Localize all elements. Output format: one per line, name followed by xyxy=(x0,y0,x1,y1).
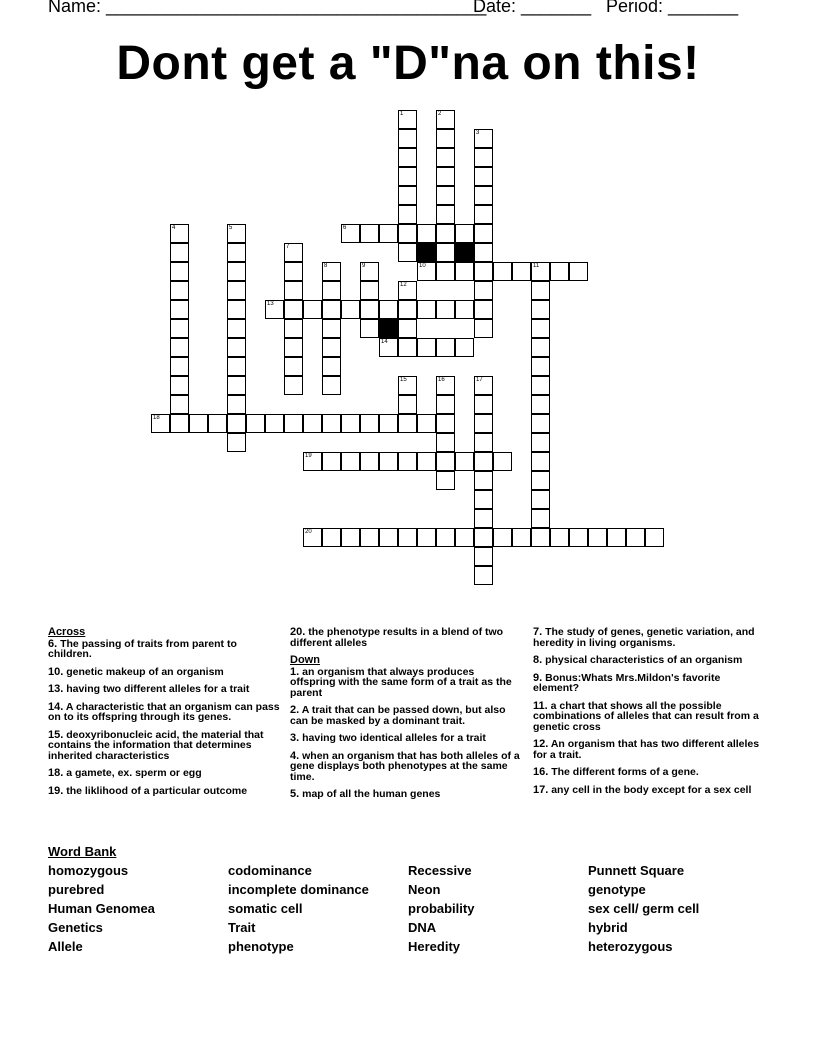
grid-cell[interactable] xyxy=(341,224,360,243)
grid-cell[interactable] xyxy=(531,300,550,319)
grid-cell[interactable] xyxy=(398,414,417,433)
grid-cell[interactable] xyxy=(455,338,474,357)
word-bank-title: Word Bank xyxy=(48,844,117,859)
grid-cell[interactable] xyxy=(379,414,398,433)
grid-cell[interactable] xyxy=(284,262,303,281)
grid-cell[interactable] xyxy=(531,490,550,509)
grid-cell[interactable] xyxy=(417,414,436,433)
clue-number: 8 xyxy=(324,263,328,269)
grid-cell[interactable] xyxy=(341,452,360,471)
grid-cell[interactable] xyxy=(322,528,341,547)
grid-cell[interactable] xyxy=(170,376,189,395)
grid-cell[interactable] xyxy=(531,319,550,338)
black-cell xyxy=(455,243,474,262)
grid-cell[interactable] xyxy=(170,262,189,281)
grid-cell[interactable] xyxy=(227,243,246,262)
word-bank-word: purebred xyxy=(48,882,105,897)
clue-number: 11 xyxy=(533,263,540,269)
grid-cell[interactable] xyxy=(588,528,607,547)
grid-cell[interactable] xyxy=(379,528,398,547)
grid-cell[interactable] xyxy=(398,205,417,224)
word-bank-word: probability xyxy=(408,901,475,916)
grid-cell[interactable] xyxy=(493,452,512,471)
date-field-label[interactable]: Date: _______ xyxy=(473,0,592,16)
word-bank-word: Allele xyxy=(48,939,83,954)
grid-cell[interactable] xyxy=(341,414,360,433)
grid-cell[interactable] xyxy=(341,528,360,547)
grid-cell[interactable] xyxy=(436,338,455,357)
grid-cell[interactable] xyxy=(360,319,379,338)
grid-cell[interactable] xyxy=(455,300,474,319)
grid-cell[interactable] xyxy=(398,452,417,471)
grid-cell[interactable] xyxy=(322,338,341,357)
clue-number: 1 xyxy=(400,111,404,117)
across-clue: 18. a gamete, ex. sperm or egg xyxy=(48,767,202,779)
grid-cell[interactable] xyxy=(474,319,493,338)
grid-cell[interactable] xyxy=(189,414,208,433)
across-clue: 20. the phenotype results in a blend of two different alleles xyxy=(290,626,504,649)
clue-number: 9 xyxy=(362,263,366,269)
grid-cell[interactable] xyxy=(607,528,626,547)
down-clue: 9. Bonus:Whats Mrs.Mildon's favorite element? xyxy=(533,671,721,694)
grid-cell[interactable] xyxy=(284,357,303,376)
clue-number: 2 xyxy=(438,111,442,117)
grid-cell[interactable] xyxy=(227,319,246,338)
grid-cell[interactable] xyxy=(398,129,417,148)
grid-cell[interactable] xyxy=(474,281,493,300)
clue-number: 7 xyxy=(286,244,290,250)
grid-cell[interactable] xyxy=(569,262,588,281)
grid-cell[interactable] xyxy=(474,262,493,281)
word-bank-word: Neon xyxy=(408,882,441,897)
grid-cell[interactable] xyxy=(474,243,493,262)
clue-number: 20 xyxy=(305,529,312,535)
grid-cell[interactable] xyxy=(360,224,379,243)
word-bank-word: Trait xyxy=(228,920,256,935)
grid-cell[interactable] xyxy=(398,110,417,129)
word-bank-word: Genetics xyxy=(48,920,103,935)
grid-cell[interactable] xyxy=(208,414,227,433)
down-clue: 17. any cell in the body except for a sex cell xyxy=(533,783,752,796)
word-bank-word: Heredity xyxy=(408,939,461,954)
across-heading: Across xyxy=(48,626,86,638)
grid-cell[interactable] xyxy=(170,319,189,338)
word-bank-word: sex cell/ germ cell xyxy=(588,901,700,916)
grid-cell[interactable] xyxy=(398,319,417,338)
grid-cell[interactable] xyxy=(360,281,379,300)
clue-number: 3 xyxy=(476,130,480,136)
grid-cell[interactable] xyxy=(398,243,417,262)
clue-number: 16 xyxy=(438,377,445,383)
grid-cell[interactable] xyxy=(322,376,341,395)
grid-cell[interactable] xyxy=(227,395,246,414)
grid-cell[interactable] xyxy=(379,224,398,243)
grid-cell[interactable] xyxy=(455,528,474,547)
grid-cell[interactable] xyxy=(531,509,550,528)
clue-number: 18 xyxy=(153,415,160,421)
grid-cell[interactable] xyxy=(474,471,493,490)
grid-cell[interactable] xyxy=(436,224,455,243)
grid-cell[interactable] xyxy=(550,262,569,281)
grid-cell[interactable] xyxy=(284,376,303,395)
period-field-label[interactable]: Period: _______ xyxy=(606,0,739,16)
grid-cell[interactable] xyxy=(474,167,493,186)
grid-cell[interactable] xyxy=(322,262,341,281)
grid-cell[interactable] xyxy=(360,452,379,471)
clue-number: 14 xyxy=(381,339,388,345)
across-clue: 10. genetic makeup of an organism xyxy=(48,665,224,678)
word-bank-word: somatic cell xyxy=(228,901,303,916)
down-clue: 2. A trait that can be passed down, but also can be masked by a dominant trait. xyxy=(290,704,506,727)
grid-cell[interactable] xyxy=(531,357,550,376)
grid-cell[interactable] xyxy=(531,471,550,490)
grid-cell[interactable] xyxy=(227,224,246,243)
word-bank-word: DNA xyxy=(408,920,437,935)
black-cell xyxy=(379,319,398,338)
grid-cell[interactable] xyxy=(303,528,322,547)
grid-cell[interactable] xyxy=(474,376,493,395)
grid-cell[interactable] xyxy=(170,281,189,300)
grid-cell[interactable] xyxy=(531,338,550,357)
grid-cell[interactable] xyxy=(398,300,417,319)
grid-cell[interactable] xyxy=(398,376,417,395)
grid-cell[interactable] xyxy=(493,528,512,547)
grid-cell[interactable] xyxy=(265,300,284,319)
down-clue: 3. having two identical alleles for a trait xyxy=(290,732,486,744)
down-clue: 1. an organism that always produces offspring with the same form of a trait as the parent xyxy=(290,665,512,699)
grid-cell[interactable] xyxy=(398,338,417,357)
grid-cell[interactable] xyxy=(227,300,246,319)
grid-cell[interactable] xyxy=(322,319,341,338)
grid-cell[interactable] xyxy=(436,243,455,262)
grid-cell[interactable] xyxy=(322,414,341,433)
down-clue: 4. when an organism that has both alleles of a gene displays both phenotypes at the same time. xyxy=(290,749,520,783)
clue-number: 10 xyxy=(419,263,426,269)
grid-cell[interactable] xyxy=(436,395,455,414)
grid-cell[interactable] xyxy=(284,281,303,300)
word-bank-word: codominance xyxy=(228,863,312,878)
grid-cell[interactable] xyxy=(151,414,170,433)
word-bank-column xyxy=(48,863,155,958)
grid-cell[interactable] xyxy=(379,338,398,357)
grid-cell[interactable] xyxy=(360,414,379,433)
grid-cell[interactable] xyxy=(531,414,550,433)
grid-cell[interactable] xyxy=(227,338,246,357)
grid-cell[interactable] xyxy=(474,490,493,509)
clue-number: 6 xyxy=(343,225,347,231)
grid-cell[interactable] xyxy=(436,205,455,224)
grid-cell[interactable] xyxy=(360,262,379,281)
grid-cell[interactable] xyxy=(531,262,550,281)
clues-column-3 xyxy=(533,627,765,802)
grid-cell[interactable] xyxy=(512,528,531,547)
grid-cell[interactable] xyxy=(436,110,455,129)
grid-cell[interactable] xyxy=(170,395,189,414)
word-bank-word: hybrid xyxy=(588,920,628,935)
grid-cell[interactable] xyxy=(284,243,303,262)
clue-number: 13 xyxy=(267,301,274,307)
grid-cell[interactable] xyxy=(531,395,550,414)
grid-cell[interactable] xyxy=(474,566,493,585)
grid-cell[interactable] xyxy=(398,186,417,205)
word-bank-column xyxy=(408,863,474,958)
grid-cell[interactable] xyxy=(398,528,417,547)
grid-cell[interactable] xyxy=(227,414,246,433)
grid-cell[interactable] xyxy=(284,338,303,357)
grid-cell[interactable] xyxy=(436,528,455,547)
grid-cell[interactable] xyxy=(474,224,493,243)
clues-column-2 xyxy=(290,627,522,807)
grid-cell[interactable] xyxy=(436,129,455,148)
grid-cell[interactable] xyxy=(474,547,493,566)
across-clue: 6. The passing of traits from parent to children. xyxy=(48,637,237,660)
grid-cell[interactable] xyxy=(417,262,436,281)
across-clue: 14. A characteristic that an organism can pass on to its offspring through its genes. xyxy=(48,700,280,723)
across-clue: 15. deoxyribonucleic acid, the material that contains the information that determines inherited characteristics xyxy=(48,728,264,762)
across-clue: 13. having two different alleles for a trait xyxy=(48,683,250,695)
grid-cell[interactable] xyxy=(436,471,455,490)
clue-number: 19 xyxy=(305,453,312,459)
grid-cell[interactable] xyxy=(436,262,455,281)
grid-cell[interactable] xyxy=(455,262,474,281)
black-cell xyxy=(417,243,436,262)
grid-cell[interactable] xyxy=(284,414,303,433)
grid-cell[interactable] xyxy=(227,262,246,281)
down-clue: 7. The study of genes, genetic variation, and heredity in living organisms. xyxy=(533,626,755,649)
grid-cell[interactable] xyxy=(645,528,664,547)
down-clue: 5. map of all the human genes xyxy=(290,788,441,800)
grid-cell[interactable] xyxy=(531,376,550,395)
clues-column-1 xyxy=(48,627,280,803)
grid-cell[interactable] xyxy=(455,452,474,471)
grid-cell[interactable] xyxy=(341,300,360,319)
grid-cell[interactable] xyxy=(170,338,189,357)
word-bank-column xyxy=(588,863,699,958)
grid-cell[interactable] xyxy=(626,528,645,547)
word-bank-word: homozygous xyxy=(48,863,129,878)
grid-cell[interactable] xyxy=(436,300,455,319)
down-heading: Down xyxy=(290,654,320,666)
down-clue: 11. a chart that shows all the possible combinations of alleles that can result from a genetic cross xyxy=(533,699,759,733)
grid-cell[interactable] xyxy=(322,281,341,300)
page-title: Dont get a "D"na on this! xyxy=(116,37,700,90)
down-clue: 16. The different forms of a gene. xyxy=(533,766,699,778)
grid-cell[interactable] xyxy=(417,224,436,243)
grid-cell[interactable] xyxy=(417,338,436,357)
grid-cell[interactable] xyxy=(436,452,455,471)
across-clue: 19. the liklihood of a particular outcome xyxy=(48,784,248,797)
grid-cell[interactable] xyxy=(379,300,398,319)
grid-cell[interactable] xyxy=(398,167,417,186)
grid-cell[interactable] xyxy=(436,433,455,452)
grid-cell[interactable] xyxy=(531,452,550,471)
word-bank-word: Human Genomea xyxy=(48,901,155,916)
grid-cell[interactable] xyxy=(474,129,493,148)
grid-cell[interactable] xyxy=(474,148,493,167)
down-clue: 8. physical characteristics of an organism xyxy=(533,654,743,666)
grid-cell[interactable] xyxy=(170,224,189,243)
clue-number: 5 xyxy=(229,225,233,231)
grid-cell[interactable] xyxy=(474,528,493,547)
grid-cell[interactable] xyxy=(474,509,493,528)
grid-cell[interactable] xyxy=(417,452,436,471)
grid-cell[interactable] xyxy=(303,414,322,433)
word-bank-word: genotype xyxy=(588,882,646,897)
name-field-label[interactable]: Name: ______________________________________ xyxy=(48,0,487,16)
grid-cell[interactable] xyxy=(360,300,379,319)
grid-cell[interactable] xyxy=(227,376,246,395)
grid-cell[interactable] xyxy=(455,224,474,243)
grid-cell[interactable] xyxy=(436,148,455,167)
grid-cell[interactable] xyxy=(227,281,246,300)
grid-cell[interactable] xyxy=(417,300,436,319)
word-bank-word: Punnett Square xyxy=(588,863,685,878)
grid-cell[interactable] xyxy=(303,452,322,471)
grid-cell[interactable] xyxy=(246,414,265,433)
grid-cell[interactable] xyxy=(360,528,379,547)
grid-cell[interactable] xyxy=(531,281,550,300)
grid-cell[interactable] xyxy=(170,243,189,262)
grid-cell[interactable] xyxy=(322,357,341,376)
grid-cell[interactable] xyxy=(417,528,436,547)
grid-cell[interactable] xyxy=(227,357,246,376)
grid-cell[interactable] xyxy=(322,300,341,319)
grid-cell[interactable] xyxy=(303,300,322,319)
grid-cell[interactable] xyxy=(170,414,189,433)
word-bank-word: phenotype xyxy=(228,939,294,954)
grid-cell[interactable] xyxy=(284,319,303,338)
grid-cell[interactable] xyxy=(512,262,531,281)
grid-cell[interactable] xyxy=(398,281,417,300)
clue-number: 15 xyxy=(400,377,407,383)
grid-cell[interactable] xyxy=(436,414,455,433)
grid-cell[interactable] xyxy=(531,433,550,452)
grid-cell[interactable] xyxy=(265,414,284,433)
grid-cell[interactable] xyxy=(569,528,588,547)
grid-cell[interactable] xyxy=(227,433,246,452)
clue-number: 4 xyxy=(172,225,176,231)
word-bank-word: heterozygous xyxy=(588,939,673,954)
grid-cell[interactable] xyxy=(493,262,512,281)
clue-number: 17 xyxy=(476,377,483,383)
grid-cell[interactable] xyxy=(474,452,493,471)
word-bank-word: incomplete dominance xyxy=(228,882,369,897)
word-bank-word: Recessive xyxy=(408,863,472,878)
grid-cell[interactable] xyxy=(474,414,493,433)
grid-cell[interactable] xyxy=(379,452,398,471)
grid-cell[interactable] xyxy=(284,300,303,319)
grid-cell[interactable] xyxy=(170,300,189,319)
grid-cell[interactable] xyxy=(398,395,417,414)
grid-cell[interactable] xyxy=(436,186,455,205)
grid-cell[interactable] xyxy=(398,148,417,167)
grid-cell[interactable] xyxy=(474,205,493,224)
grid-cell[interactable] xyxy=(474,186,493,205)
grid-cell[interactable] xyxy=(170,357,189,376)
grid-cell[interactable] xyxy=(531,528,550,547)
down-clue: 12. An organism that has two different alleles for a trait. xyxy=(533,738,760,761)
grid-cell[interactable] xyxy=(436,167,455,186)
clue-number: 12 xyxy=(400,282,407,288)
grid-cell[interactable] xyxy=(322,452,341,471)
grid-cell[interactable] xyxy=(474,433,493,452)
grid-cell[interactable] xyxy=(474,395,493,414)
word-bank-column xyxy=(228,863,369,958)
grid-cell[interactable] xyxy=(398,224,417,243)
grid-cell[interactable] xyxy=(550,528,569,547)
grid-cell[interactable] xyxy=(436,376,455,395)
grid-cell[interactable] xyxy=(474,300,493,319)
